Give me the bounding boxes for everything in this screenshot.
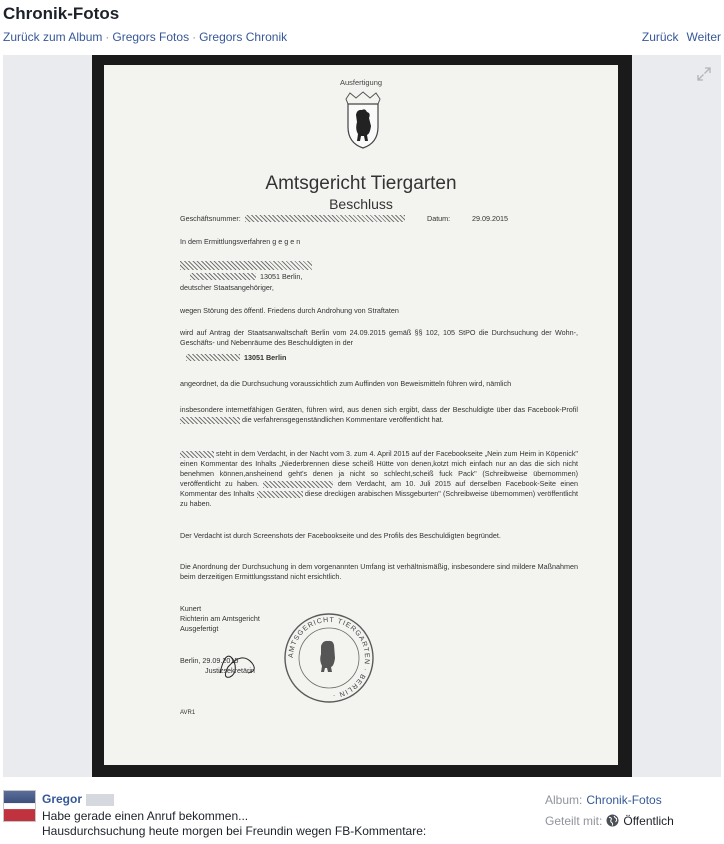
court-seal-stamp: [281, 610, 377, 706]
suspicion-text-a: steht in dem Verdacht, in der Nacht vom 3. zum 4. April 2015 auf der Facebookseite „Nein zum Heim in Köpenick" einen Kommentar des Inhalts „Niederbrennen diese scheiß Hütte von denen,kotzt mich einfach nur an das die sich nicht benehmen können,ansheinend geht's denen ja nicht so schlecht,scheiß fuck Pack" (Schreibweise übernommen) veröffentlicht zu haben.: [180, 449, 578, 488]
clerk-role: Justizsekretärin: [205, 666, 255, 675]
caption-line-1: Habe gerade einen Anruf bekommen...: [42, 809, 249, 823]
gregors-photos-link[interactable]: Gregors Fotos: [112, 30, 190, 44]
next-photo-link[interactable]: Weiter: [686, 30, 721, 44]
place-and-date: Berlin, 29.09.2015: [180, 656, 239, 665]
caption-line-2: Hausdurchsuchung heute morgen bei Freundin wegen FB-Kommentare:: [42, 824, 427, 838]
redacted-profile: [180, 417, 240, 424]
separator: ·: [192, 30, 197, 44]
back-to-album-link[interactable]: Zurück zum Album: [3, 30, 103, 44]
photo-stage[interactable]: [3, 55, 721, 777]
photo-footer: [0, 787, 724, 844]
author-last-name-blurred: [86, 794, 114, 806]
previous-photo-link[interactable]: Zurück: [641, 30, 679, 44]
audience-value[interactable]: Öffentlich: [623, 814, 674, 828]
breadcrumb: [3, 30, 287, 44]
redacted-name-4: [263, 481, 333, 488]
reason-paragraph: angeordnet, da die Durchsuchung voraussichtlich zum Auffinden von Beweismitteln führen wird, nämlich: [180, 379, 512, 388]
judge-name: Kunert: [180, 604, 202, 613]
address-postcode: 13051 Berlin,: [260, 272, 303, 281]
separator: ·: [105, 30, 110, 44]
shared-label: Geteilt mit:: [545, 814, 603, 828]
search-order-paragraph: wird auf Antrag der Staatsanwaltschaft Berlin vom 24.09.2015 gemäß §§ 102, 105 StPO die Durchsuchung der Wohn-, Geschäfts- und Nebenräume des Beschuldigten in der: [180, 328, 578, 347]
redacted-file-number: [245, 215, 405, 222]
author-first-name[interactable]: Gregor: [42, 792, 83, 806]
court-order-sheet: [104, 65, 618, 765]
redacted-street-2: [186, 354, 240, 361]
date-label: Datum:: [427, 214, 451, 223]
document-photo: [92, 55, 632, 777]
court-name: Amtsgericht Tiergarten: [265, 173, 457, 194]
author-name-link[interactable]: [42, 792, 114, 806]
date-value: 29.09.2015: [472, 214, 508, 223]
seal-text: AMTSGERICHT TIERGARTEN · BERLIN ·: [287, 616, 371, 699]
document-heading: Beschluss: [329, 196, 393, 212]
ausgefertigt-label: Ausgefertigt: [180, 624, 219, 633]
photo-pager: [634, 30, 721, 44]
album-label: Album:: [545, 793, 583, 807]
suspicion-text-b: dem Verdacht, am 10. Juli 2015 auf derselben Facebook-Seite einen Kommentar des Inhalts: [180, 479, 578, 498]
offense-line: wegen Störung des öffentl. Friedens durch Androhung von Straftaten: [180, 306, 399, 315]
privacy-info: [545, 814, 674, 828]
devices-text-a: insbesondere internetfähigen Geräten, führen wird, aus denen sich ergibt, dass der Beschuldigte über das Facebook-Profil: [180, 405, 578, 414]
redacted-street: [190, 273, 256, 280]
address-nationality: deutscher Staatsangehöriger,: [180, 283, 274, 292]
signature-scribble: [212, 643, 272, 683]
devices-paragraph: [180, 405, 578, 425]
globe-icon[interactable]: [606, 814, 619, 827]
proportionality-paragraph: Die Anordnung der Durchsuchung in dem vorgenannten Umfang ist verhältnismäßig, insbesondere sind mildere Maßnahmen beim derzeitigen Ermittlungsstand nicht ersichtlich.: [180, 562, 578, 581]
form-code: AVR1: [180, 710, 196, 716]
grounds-paragraph: Der Verdacht ist durch Screenshots der Facebookseite und des Profils des Beschuldigten begründet.: [180, 531, 501, 540]
judge-role: Richterin am Amtsgericht: [180, 614, 260, 623]
redacted-name-3: [180, 451, 214, 458]
avatar[interactable]: [3, 790, 36, 822]
album-info: [545, 793, 662, 807]
devices-text-b: die verfahrensgegenständlichen Kommentare veröffentlicht hat.: [242, 415, 444, 424]
berlin-crest-icon: [340, 91, 386, 149]
suspicion-text-c: diese dreckigen arabischen Missgeburten" (Schreibweise übernommen) veröffentlicht zu haben.: [180, 489, 579, 508]
gregors-timeline-link[interactable]: Gregors Chronik: [199, 30, 288, 44]
redacted-quote: [257, 491, 303, 498]
album-link[interactable]: Chronik-Fotos: [586, 793, 662, 807]
ausfertigung-label: Ausfertigung: [339, 78, 383, 87]
page-title: Chronik-Fotos: [3, 4, 120, 23]
gz-label: Geschäftsnummer:: [180, 214, 241, 223]
redacted-name: [180, 261, 312, 270]
suspicion-paragraph: [180, 449, 578, 509]
search-location: 13051 Berlin: [244, 353, 287, 362]
expand-icon[interactable]: [697, 67, 711, 81]
proceedings-line: In dem Ermittlungsverfahren g e g e n: [180, 237, 301, 246]
